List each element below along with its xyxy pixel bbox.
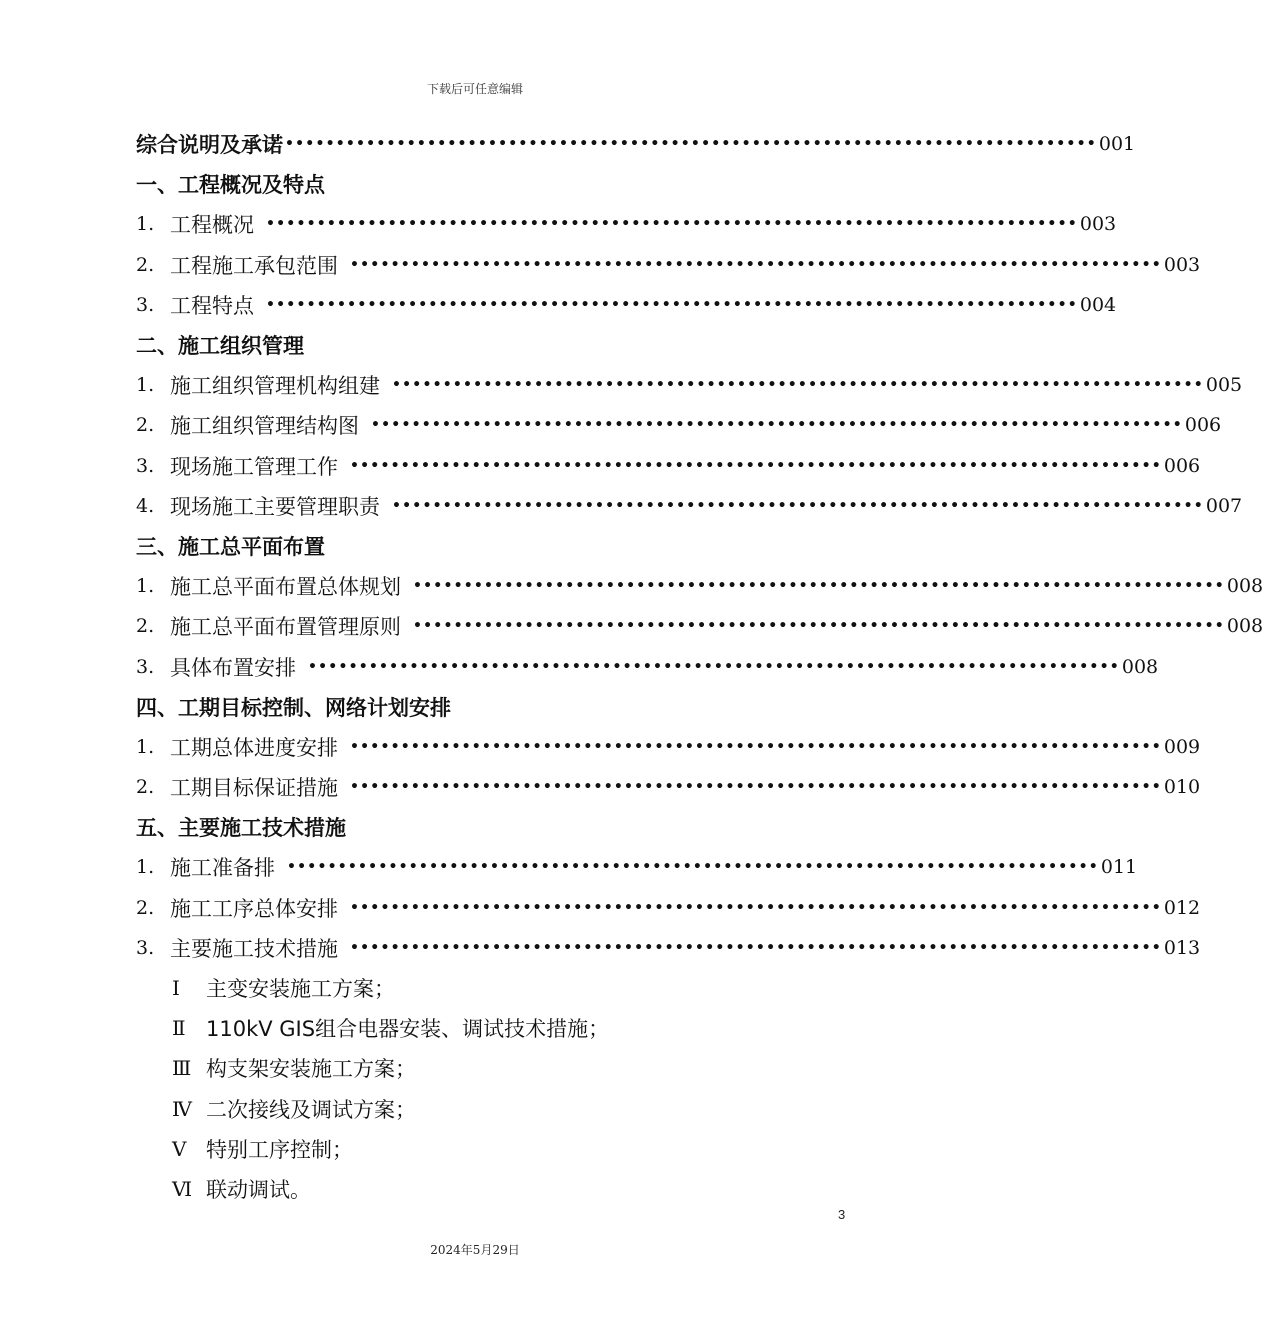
toc-item-number: 3. — [136, 454, 155, 477]
toc-dot-leader: •••••••••••••••••••••••••••••••••••••••••••••••••••••••••••••••••••••••••••••••• — [350, 939, 1162, 956]
toc-dot-leader: •••••••••••••••••••••••••••••••••••••••••••••••••••••••••••••••••••••••••••••••• — [285, 136, 1097, 153]
toc-entry-label: 一、工程概况及特点 — [136, 173, 325, 198]
toc-page-number: 009 — [1163, 735, 1201, 758]
toc-item — [136, 928, 1201, 968]
toc-item — [136, 847, 1138, 887]
page-header: 下载后可任意编辑 — [426, 82, 523, 96]
toc-item-number: 3. — [136, 655, 155, 678]
toc-subitem-numeral: Ⅴ — [172, 1136, 187, 1161]
toc-subitem-numeral: Ⅳ — [172, 1096, 192, 1121]
toc-item — [136, 888, 1201, 928]
toc-entry-label: 综合说明及承诺 — [136, 133, 283, 158]
toc-subitem — [136, 1129, 772, 1169]
toc-dot-leader: •••••••••••••••••••••••••••••••••••••••••••••••••••••••••••••••••••••••••••••••• — [308, 658, 1120, 675]
toc-subitem-numeral: Ⅱ — [172, 1016, 186, 1041]
toc-page-number: 003 — [1163, 253, 1201, 276]
toc-item-number: 1. — [136, 735, 155, 758]
toc-item-number: 1. — [136, 374, 155, 397]
toc-page-number: 001 — [1098, 133, 1136, 156]
toc-entry-label: 四、工期目标控制、网络计划安排 — [136, 695, 451, 720]
toc-subitem — [136, 1008, 772, 1048]
toc-item-number: 4. — [136, 494, 155, 517]
toc-dot-leader: •••••••••••••••••••••••••••••••••••••••••••••••••••••••••••••••••••••••••••••••• — [371, 417, 1183, 434]
toc-dot-leader: •••••••••••••••••••••••••••••••••••••••••••••••••••••••••••••••••••••••••••••••• — [350, 256, 1162, 273]
toc-item — [136, 365, 1243, 405]
toc-entry-label: 施工组织管理机构组建 — [170, 374, 380, 399]
toc-dot-leader: •••••••••••••••••••••••••••••••••••••••••••••••••••••••••••••••••••••••••••••••• — [350, 779, 1162, 796]
toc-item — [136, 285, 1117, 325]
toc-item-number: 1. — [136, 856, 155, 879]
footer-date: 2024年5月29日 — [430, 1243, 520, 1257]
toc-item — [136, 727, 1201, 767]
toc-item-number: 2. — [136, 615, 155, 638]
toc-subitem-label: 110kV GIS组合电器安装、调试技术措施； — [206, 1017, 610, 1042]
toc-subitem-label: 二次接线及调试方案； — [206, 1097, 416, 1122]
toc-page-number: 010 — [1163, 776, 1201, 799]
toc-heading — [136, 164, 772, 204]
toc-heading — [136, 687, 772, 727]
toc-subitem-numeral: Ⅲ — [172, 1056, 192, 1081]
toc-item — [136, 767, 1201, 807]
toc-page-number: 013 — [1163, 936, 1201, 959]
toc-entry-label: 主要施工技术措施 — [170, 936, 338, 961]
toc-entry-label: 施工总平面布置管理原则 — [170, 615, 401, 640]
toc-entry-label: 具体布置安排 — [170, 655, 296, 680]
toc-dot-leader: •••••••••••••••••••••••••••••••••••••••••••••••••••••••••••••••••••••••••••••••• — [287, 859, 1099, 876]
toc-heading — [136, 807, 772, 847]
toc-page-number: 004 — [1079, 293, 1117, 316]
toc-subitem-numeral: Ⅰ — [172, 976, 180, 1001]
toc-item-number: 2. — [136, 776, 155, 799]
toc-subitem-numeral: Ⅵ — [172, 1176, 193, 1201]
toc-item — [136, 646, 1159, 686]
toc-entry-label: 施工工序总体安排 — [170, 896, 338, 921]
toc-dot-leader: •••••••••••••••••••••••••••••••••••••••••••••••••••••••••••••••••••••••••••••••• — [392, 497, 1204, 514]
toc-subitem-label: 联动调试。 — [206, 1177, 311, 1202]
toc-entry-label: 施工准备排 — [170, 856, 275, 881]
toc-item — [136, 405, 1222, 445]
toc-item-number: 1. — [136, 575, 155, 598]
toc-item — [136, 204, 1117, 244]
toc-page-number: 006 — [1163, 454, 1201, 477]
toc-page-number: 008 — [1121, 655, 1159, 678]
toc-item — [136, 606, 1263, 646]
page-number: 3 — [838, 1207, 846, 1222]
toc-entry-label: 工程概况 — [170, 213, 254, 238]
toc-page-number: 008 — [1226, 575, 1263, 598]
toc-item-number: 2. — [136, 414, 155, 437]
toc-item-number: 1. — [136, 213, 155, 236]
toc-dot-leader: •••••••••••••••••••••••••••••••••••••••••••••••••••••••••••••••••••••••••••••••• — [350, 457, 1162, 474]
toc-subitem-label: 主变安装施工方案； — [206, 977, 395, 1002]
table-of-contents — [136, 124, 1263, 1209]
toc-page-number: 011 — [1100, 856, 1138, 879]
toc-subitem — [136, 1169, 772, 1209]
toc-subitems — [136, 968, 772, 1209]
toc-page-number: 006 — [1184, 414, 1222, 437]
toc-entry-label: 施工总平面布置总体规划 — [170, 575, 401, 600]
toc-entry-label: 三、施工总平面布置 — [136, 534, 325, 559]
toc-entry-label: 工程特点 — [170, 293, 254, 318]
toc-dot-leader: •••••••••••••••••••••••••••••••••••••••••••••••••••••••••••••••••••••••••••••••• — [266, 216, 1078, 233]
toc-entry-label: 二、施工组织管理 — [136, 334, 304, 359]
toc-heading — [136, 526, 772, 566]
toc-item-number: 2. — [136, 253, 155, 276]
toc-item-number: 3. — [136, 293, 155, 316]
toc-entry-label: 五、主要施工技术措施 — [136, 816, 346, 841]
toc-entry-label: 现场施工管理工作 — [170, 454, 338, 479]
toc-item-number: 3. — [136, 936, 155, 959]
toc-page-number: 005 — [1205, 374, 1243, 397]
toc-entry-label: 工期目标保证措施 — [170, 776, 338, 801]
toc-page-number: 008 — [1226, 615, 1263, 638]
toc-entry-label: 工期总体进度安排 — [170, 735, 338, 760]
toc-subitem — [136, 968, 772, 1008]
toc-subitem — [136, 1048, 772, 1088]
toc-page-number: 012 — [1163, 896, 1201, 919]
toc-heading — [136, 325, 772, 365]
toc-page-number: 007 — [1205, 494, 1243, 517]
toc-entry-label: 现场施工主要管理职责 — [170, 494, 380, 519]
toc-dot-leader: •••••••••••••••••••••••••••••••••••••••••••••••••••••••••••••••••••••••••••••••• — [350, 738, 1162, 755]
toc-dot-leader: •••••••••••••••••••••••••••••••••••••••••••••••••••••••••••••••••••••••••••••••• — [350, 899, 1162, 916]
toc-subitem — [136, 1089, 772, 1129]
toc-entries — [136, 124, 1263, 968]
toc-dot-leader: •••••••••••••••••••••••••••••••••••••••••••••••••••••••••••••••••••••••••••••••• — [413, 618, 1225, 635]
toc-dot-leader: •••••••••••••••••••••••••••••••••••••••••••••••••••••••••••••••••••••••••••••••• — [392, 377, 1204, 394]
toc-entry-label: 工程施工承包范围 — [170, 253, 338, 278]
toc-entry-label: 施工组织管理结构图 — [170, 414, 359, 439]
toc-heading — [136, 124, 1136, 164]
toc-subitem-label: 构支架安装施工方案； — [206, 1057, 416, 1082]
toc-dot-leader: •••••••••••••••••••••••••••••••••••••••••••••••••••••••••••••••••••••••••••••••• — [266, 296, 1078, 313]
toc-item — [136, 446, 1201, 486]
toc-item-number: 2. — [136, 896, 155, 919]
toc-item — [136, 486, 1243, 526]
toc-subitem-label: 特别工序控制； — [206, 1137, 353, 1162]
toc-item — [136, 245, 1201, 285]
toc-dot-leader: •••••••••••••••••••••••••••••••••••••••••••••••••••••••••••••••••••••••••••••••• — [413, 578, 1225, 595]
toc-page-number: 003 — [1079, 213, 1117, 236]
toc-item — [136, 566, 1263, 606]
